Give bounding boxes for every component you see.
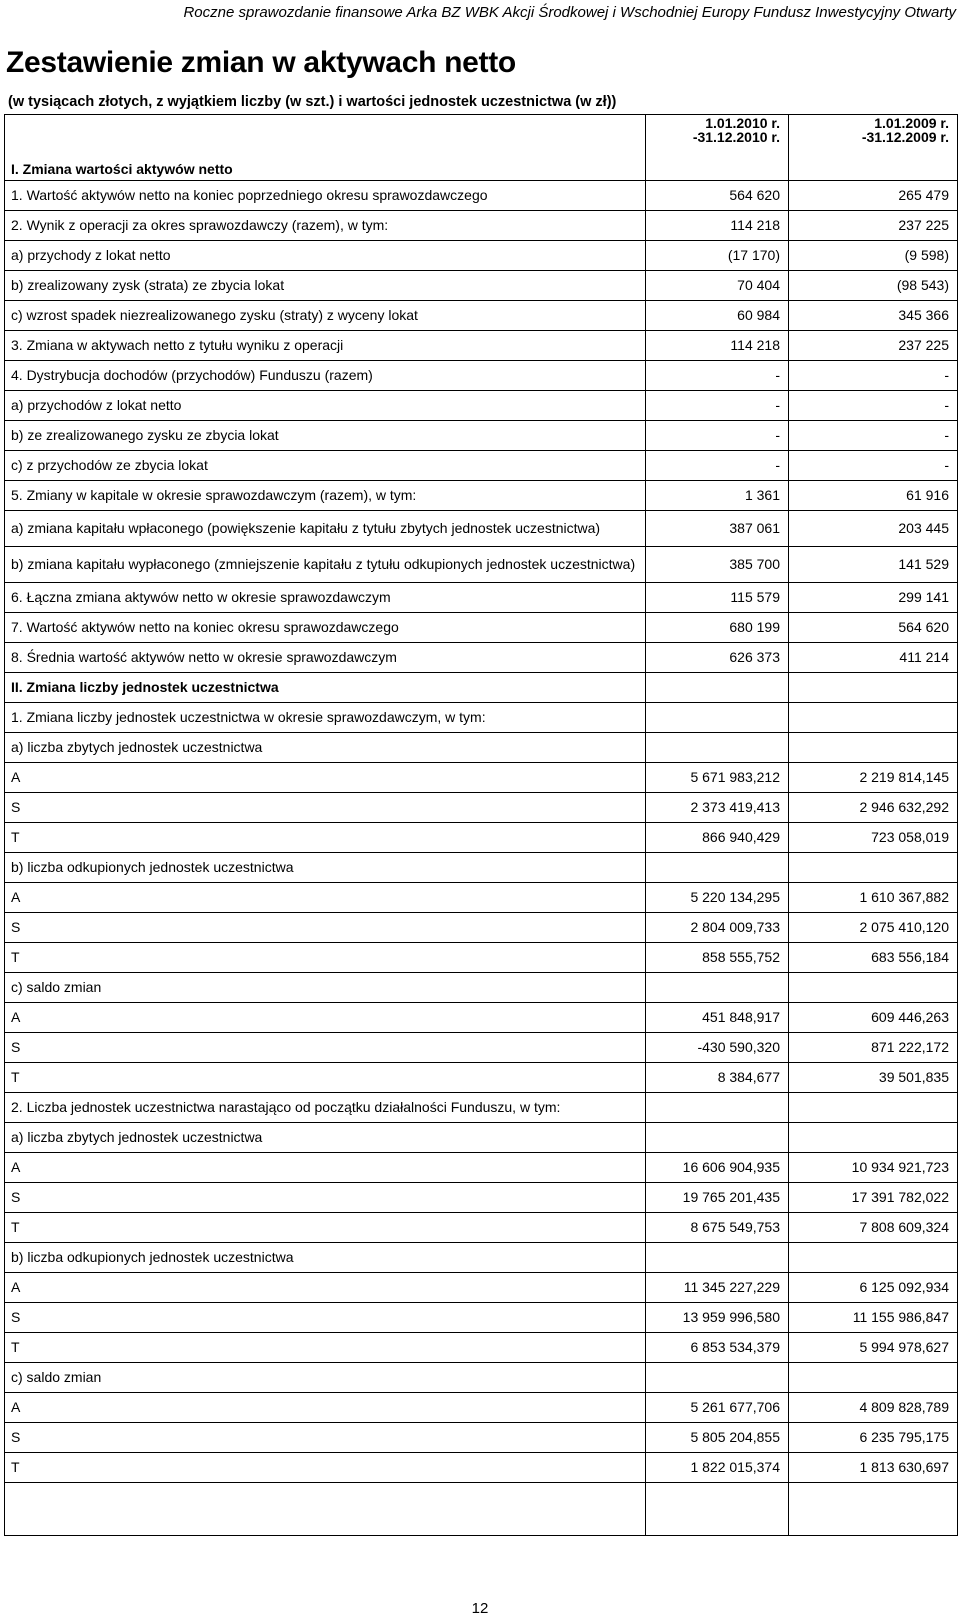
row-label: 3. Zmiana w aktywach netto z tytułu wyniku z operacji: [5, 331, 646, 361]
row-label: S: [5, 1303, 646, 1333]
value-2009: -: [789, 421, 958, 451]
value-2010: [646, 733, 789, 763]
table-row: [5, 421, 958, 451]
value-2010: 70 404: [646, 271, 789, 301]
row-label: 4. Dystrybucja dochodów (przychodów) Funduszu (razem): [5, 361, 646, 391]
page-number: 12: [471, 1600, 489, 1617]
table-row: [5, 181, 958, 211]
blank-cell: [789, 1483, 958, 1536]
page-title: Zestawienie zmian w aktywach netto: [6, 46, 516, 79]
row-label: 5. Zmiany w kapitale w okresie sprawozdawczym (razem), w tym:: [5, 481, 646, 511]
table-row: [5, 643, 958, 673]
row-label: a) przychodów z lokat netto: [5, 391, 646, 421]
value-2009: -: [789, 451, 958, 481]
row-label: S: [5, 1033, 646, 1063]
row-label: S: [5, 1423, 646, 1453]
row-label: A: [5, 1003, 646, 1033]
value-2009: (98 543): [789, 271, 958, 301]
row-label: 2. Wynik z operacji za okres sprawozdawczy (razem), w tym:: [5, 211, 646, 241]
value-2010: [646, 1123, 789, 1153]
value-2010: (17 170): [646, 241, 789, 271]
running-header: Roczne sprawozdanie finansowe Arka BZ WBK Akcji Środkowej i Wschodniej Europy Fundusz Inwestycyjny Otwarty: [183, 4, 956, 21]
row-label: S: [5, 913, 646, 943]
row-label: a) liczba zbytych jednostek uczestnictwa: [5, 733, 646, 763]
row-label: 8. Średnia wartość aktywów netto w okresie sprawozdawczym: [5, 643, 646, 673]
value-2010: 866 940,429: [646, 823, 789, 853]
value-2010: 16 606 904,935: [646, 1153, 789, 1183]
value-2009: (9 598): [789, 241, 958, 271]
table-row: [5, 823, 958, 853]
table-row: [5, 703, 958, 733]
column-header-2009: [789, 115, 958, 181]
row-label: a) liczba zbytych jednostek uczestnictwa: [5, 1123, 646, 1153]
column-header-2009-line1: 1.01.2009 r.: [874, 115, 949, 131]
value-2009: 6 125 092,934: [789, 1273, 958, 1303]
table-row: [5, 481, 958, 511]
value-2010: 6 853 534,379: [646, 1333, 789, 1363]
value-2010: 626 373: [646, 643, 789, 673]
table-row: [5, 511, 958, 547]
table-row: [5, 1423, 958, 1453]
value-2009: -: [789, 361, 958, 391]
value-2009: 299 141: [789, 583, 958, 613]
value-2009: 564 620: [789, 613, 958, 643]
value-2010: [646, 1243, 789, 1273]
value-2009: [789, 1363, 958, 1393]
value-2009: [789, 1093, 958, 1123]
value-2009: 265 479: [789, 181, 958, 211]
table-blank-row: [5, 1483, 958, 1536]
table-row: [5, 883, 958, 913]
row-label: T: [5, 1333, 646, 1363]
row-label: 7. Wartość aktywów netto na koniec okresu sprawozdawczego: [5, 613, 646, 643]
value-2010: 13 959 996,580: [646, 1303, 789, 1333]
row-label: c) wzrost spadek niezrealizowanego zysku (straty) z wyceny lokat: [5, 301, 646, 331]
table-row: [5, 211, 958, 241]
value-2009: [789, 973, 958, 1003]
table-row: [5, 547, 958, 583]
table-row: [5, 1243, 958, 1273]
value-2009: 871 222,172: [789, 1033, 958, 1063]
value-2010: 11 345 227,229: [646, 1273, 789, 1303]
value-2009: 203 445: [789, 511, 958, 547]
row-label: T: [5, 1213, 646, 1243]
row-label: b) zrealizowany zysk (strata) ze zbycia lokat: [5, 271, 646, 301]
value-2010: 115 579: [646, 583, 789, 613]
column-header-2010-line1: 1.01.2010 r.: [705, 115, 780, 131]
row-label: c) z przychodów ze zbycia lokat: [5, 451, 646, 481]
table-row: [5, 1003, 958, 1033]
value-2009: 4 809 828,789: [789, 1393, 958, 1423]
value-2009: 2 075 410,120: [789, 913, 958, 943]
value-2009: 237 225: [789, 211, 958, 241]
value-2009: [789, 673, 958, 703]
value-2009: [789, 1123, 958, 1153]
row-label: A: [5, 1153, 646, 1183]
table-row: [5, 793, 958, 823]
row-label: T: [5, 823, 646, 853]
row-label: b) zmiana kapitału wypłaconego (zmniejszenie kapitału z tytułu odkupionych jednostek uczestnictwa): [5, 547, 646, 583]
row-label: c) saldo zmian: [5, 1363, 646, 1393]
table-row: [5, 1303, 958, 1333]
table-row: [5, 1123, 958, 1153]
row-label: II. Zmiana liczby jednostek uczestnictwa: [5, 673, 646, 703]
table-body: [5, 181, 958, 1483]
row-label: b) liczba odkupionych jednostek uczestnictwa: [5, 853, 646, 883]
table-header-row: [5, 115, 958, 181]
value-2010: -: [646, 451, 789, 481]
value-2009: 237 225: [789, 331, 958, 361]
value-2010: -: [646, 391, 789, 421]
table-row: [5, 943, 958, 973]
value-2010: 5 671 983,212: [646, 763, 789, 793]
value-2009: 411 214: [789, 643, 958, 673]
value-2009: 2 946 632,292: [789, 793, 958, 823]
value-2009: 11 155 986,847: [789, 1303, 958, 1333]
table-row: [5, 853, 958, 883]
value-2010: [646, 1093, 789, 1123]
value-2010: 60 984: [646, 301, 789, 331]
value-2010: -: [646, 421, 789, 451]
value-2010: 385 700: [646, 547, 789, 583]
column-header-2009-line2: -31.12.2009 r.: [861, 129, 949, 145]
value-2010: 2 804 009,733: [646, 913, 789, 943]
row-label: b) liczba odkupionych jednostek uczestnictwa: [5, 1243, 646, 1273]
row-label: 1. Zmiana liczby jednostek uczestnictwa w okresie sprawozdawczym, w tym:: [5, 703, 646, 733]
value-2010: [646, 673, 789, 703]
value-2010: [646, 973, 789, 1003]
column-header-2010-line2: -31.12.2010 r.: [692, 129, 780, 145]
value-2010: 2 373 419,413: [646, 793, 789, 823]
value-2009: 723 058,019: [789, 823, 958, 853]
table-row: [5, 1393, 958, 1423]
value-2009: [789, 703, 958, 733]
value-2010: -430 590,320: [646, 1033, 789, 1063]
table-row: [5, 1333, 958, 1363]
row-label: T: [5, 943, 646, 973]
table-row: [5, 1093, 958, 1123]
page-subtitle: (w tysiącach złotych, z wyjątkiem liczby (w szt.) i wartości jednostek uczestnictwa (w zł)): [8, 94, 617, 110]
value-2010: 1 361: [646, 481, 789, 511]
value-2010: [646, 1363, 789, 1393]
value-2010: 5 220 134,295: [646, 883, 789, 913]
table-row: [5, 1273, 958, 1303]
value-2009: 5 994 978,627: [789, 1333, 958, 1363]
row-label: S: [5, 793, 646, 823]
table-row: [5, 331, 958, 361]
value-2010: [646, 853, 789, 883]
row-label: A: [5, 883, 646, 913]
value-2009: 683 556,184: [789, 943, 958, 973]
value-2009: [789, 853, 958, 883]
value-2009: 61 916: [789, 481, 958, 511]
value-2010: 5 261 677,706: [646, 1393, 789, 1423]
value-2010: 564 620: [646, 181, 789, 211]
table-row: [5, 241, 958, 271]
value-2009: 39 501,835: [789, 1063, 958, 1093]
table-row: [5, 271, 958, 301]
table-row: [5, 673, 958, 703]
column-header-2010: [646, 115, 789, 181]
value-2009: 345 366: [789, 301, 958, 331]
value-2010: 451 848,917: [646, 1003, 789, 1033]
row-label: 6. Łączna zmiana aktywów netto w okresie sprawozdawczym: [5, 583, 646, 613]
value-2009: [789, 1243, 958, 1273]
table-row: [5, 733, 958, 763]
value-2010: 680 199: [646, 613, 789, 643]
value-2009: 141 529: [789, 547, 958, 583]
row-label: A: [5, 1273, 646, 1303]
table-row: [5, 1153, 958, 1183]
row-label: A: [5, 763, 646, 793]
row-label: S: [5, 1183, 646, 1213]
value-2010: -: [646, 361, 789, 391]
row-label: c) saldo zmian: [5, 973, 646, 1003]
table-row: [5, 391, 958, 421]
row-label: a) zmiana kapitału wpłaconego (powiększenie kapitału z tytułu zbytych jednostek uczestnictwa): [5, 511, 646, 547]
value-2009: 1 813 630,697: [789, 1453, 958, 1483]
value-2010: 8 675 549,753: [646, 1213, 789, 1243]
row-label: T: [5, 1453, 646, 1483]
table-row: [5, 451, 958, 481]
row-label: A: [5, 1393, 646, 1423]
row-label: b) ze zrealizowanego zysku ze zbycia lokat: [5, 421, 646, 451]
table-row: [5, 301, 958, 331]
value-2010: 19 765 201,435: [646, 1183, 789, 1213]
value-2009: 7 808 609,324: [789, 1213, 958, 1243]
table-row: [5, 763, 958, 793]
value-2010: 1 822 015,374: [646, 1453, 789, 1483]
value-2009: [789, 733, 958, 763]
table-row: [5, 1363, 958, 1393]
value-2010: 858 555,752: [646, 943, 789, 973]
blank-cell: [646, 1483, 789, 1536]
value-2009: 609 446,263: [789, 1003, 958, 1033]
row-label: T: [5, 1063, 646, 1093]
table-row: [5, 913, 958, 943]
value-2009: 6 235 795,175: [789, 1423, 958, 1453]
blank-cell: [5, 1483, 646, 1536]
table-row: [5, 361, 958, 391]
net-assets-changes-table: [4, 114, 958, 1536]
row-label: 1. Wartość aktywów netto na koniec poprzedniego okresu sprawozdawczego: [5, 181, 646, 211]
value-2010: 8 384,677: [646, 1063, 789, 1093]
value-2010: [646, 703, 789, 733]
table-row: [5, 583, 958, 613]
row-label: a) przychody z lokat netto: [5, 241, 646, 271]
value-2010: 114 218: [646, 331, 789, 361]
value-2009: 2 219 814,145: [789, 763, 958, 793]
table-row: [5, 1183, 958, 1213]
section-title-i: I. Zmiana wartości aktywów netto: [5, 115, 646, 181]
value-2010: 5 805 204,855: [646, 1423, 789, 1453]
value-2009: -: [789, 391, 958, 421]
row-label: 2. Liczba jednostek uczestnictwa narastająco od początku działalności Funduszu, w tym:: [5, 1093, 646, 1123]
table-row: [5, 973, 958, 1003]
table-row: [5, 1063, 958, 1093]
table-row: [5, 1033, 958, 1063]
value-2009: 10 934 921,723: [789, 1153, 958, 1183]
table-row: [5, 1453, 958, 1483]
value-2010: 114 218: [646, 211, 789, 241]
value-2010: 387 061: [646, 511, 789, 547]
table-row: [5, 613, 958, 643]
value-2009: 1 610 367,882: [789, 883, 958, 913]
table-row: [5, 1213, 958, 1243]
value-2009: 17 391 782,022: [789, 1183, 958, 1213]
